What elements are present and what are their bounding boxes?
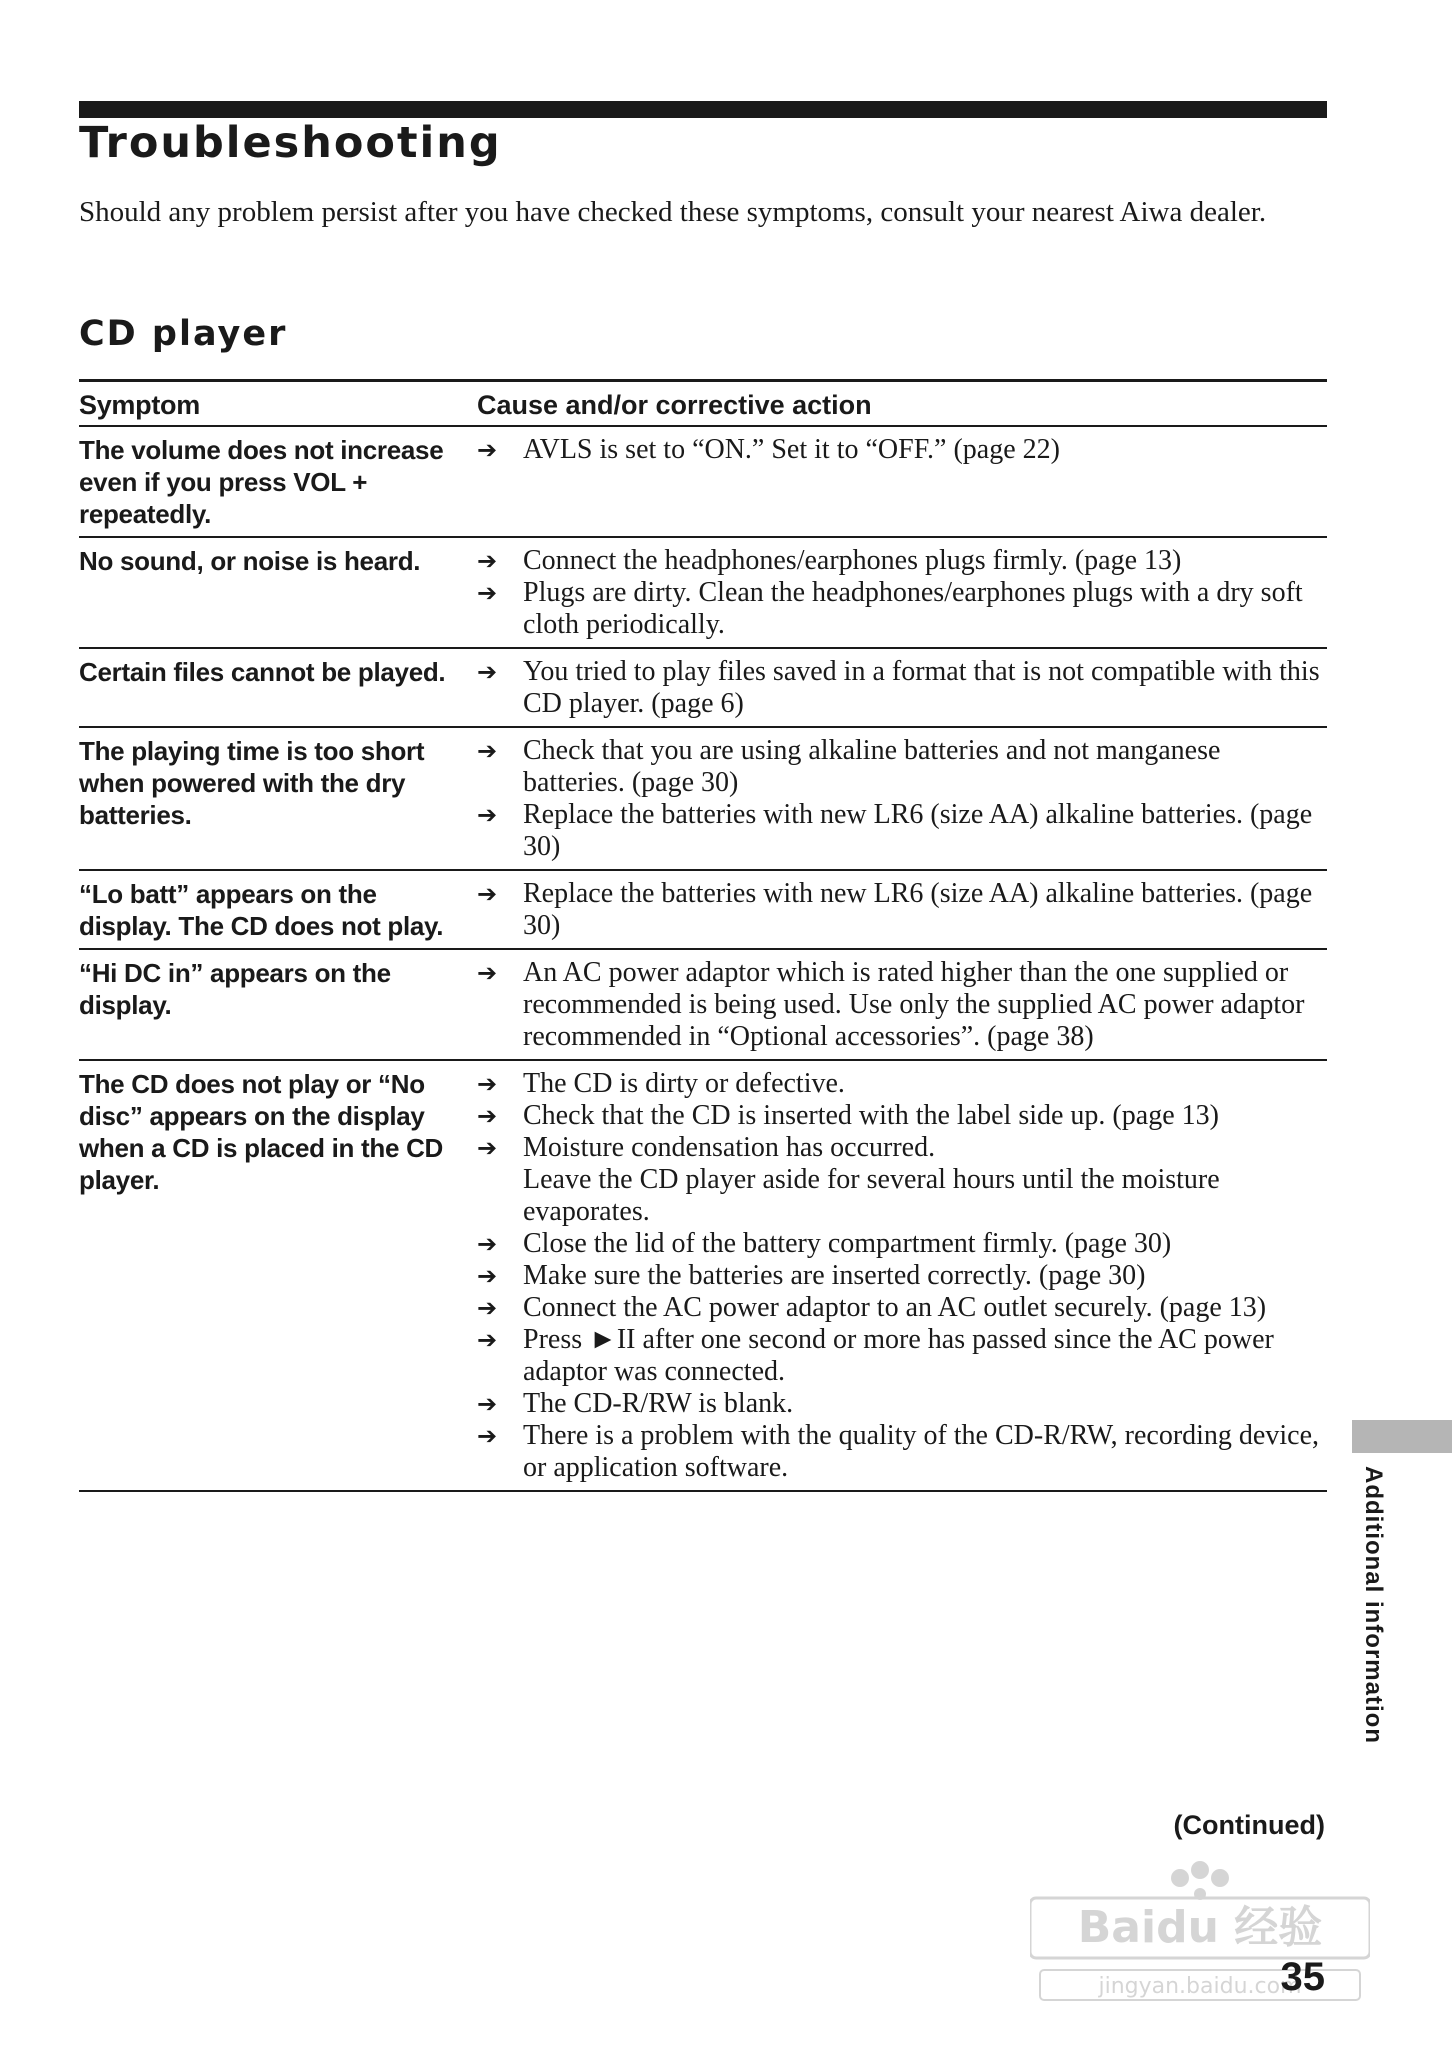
arrow-right-icon: ➔ — [477, 1134, 498, 1162]
action-main-text: You tried to play files saved in a format that is not compatible with this CD player. (page 6) — [523, 656, 1320, 719]
action-main-text: Replace the batteries with new LR6 (size AA) alkaline batteries. (page 30) — [523, 878, 1313, 941]
action-main-text: Replace the batteries with new LR6 (size AA) alkaline batteries. (page 30) — [523, 799, 1313, 862]
action-item — [477, 1100, 1327, 1132]
action-main-text: Check that the CD is inserted with the label side up. (page 13) — [523, 1100, 1219, 1131]
arrow-right-icon: ➔ — [477, 1390, 498, 1418]
action-main-text: Moisture condensation has occurred. — [523, 1132, 936, 1163]
action-text — [523, 1292, 1327, 1324]
section-tab — [1352, 1420, 1452, 1453]
symptom-cell: Certain files cannot be played. — [79, 657, 446, 687]
action-main-text: Close the lid of the battery compartment firmly. (page 30) — [523, 1228, 1172, 1259]
action-main-text: The CD is dirty or defective. — [523, 1068, 845, 1099]
action-cell — [477, 1068, 1327, 1484]
action-text — [523, 799, 1327, 863]
arrow-right-icon: ➔ — [477, 579, 498, 607]
action-cell — [477, 735, 1327, 863]
action-item — [477, 1228, 1327, 1260]
action-item — [477, 577, 1327, 641]
action-item — [477, 1292, 1327, 1324]
action-cell — [477, 656, 1327, 720]
action-text — [523, 878, 1327, 942]
arrow-right-icon: ➔ — [477, 880, 498, 908]
action-text — [523, 1100, 1327, 1132]
arrow-right-icon: ➔ — [477, 959, 498, 987]
action-text — [523, 1324, 1327, 1388]
table-row — [79, 950, 1327, 1061]
action-item — [477, 656, 1327, 720]
continued-label: (Continued) — [1173, 1810, 1325, 1840]
action-item — [477, 735, 1327, 799]
action-text — [523, 434, 1327, 466]
page-number: 35 — [1280, 1955, 1325, 1999]
action-main-text: Connect the AC power adaptor to an AC outlet securely. (page 13) — [523, 1292, 1267, 1323]
title-rule — [79, 101, 1327, 118]
troubleshooting-table — [79, 379, 1327, 1492]
action-item — [477, 799, 1327, 863]
action-main-text: The CD-R/RW is blank. — [523, 1388, 794, 1419]
watermark-brand: Baidu 经验 — [1077, 1902, 1323, 1953]
action-main-text: Press ►II after one second or more has passed since the AC power adaptor was connected. — [523, 1324, 1274, 1387]
intro-paragraph: Should any problem persist after you have checked these symptoms, consult your nearest Aiwa dealer. — [79, 196, 1267, 228]
table-row — [79, 538, 1327, 649]
table-row — [79, 427, 1327, 538]
action-text — [523, 1228, 1327, 1260]
action-cell — [477, 434, 1327, 530]
action-text — [523, 1260, 1327, 1292]
arrow-right-icon: ➔ — [477, 1230, 498, 1258]
watermark-url: jingyan.baidu.com — [1098, 1974, 1302, 1999]
action-item — [477, 1420, 1327, 1484]
arrow-right-icon: ➔ — [477, 801, 498, 829]
table-row — [79, 728, 1327, 871]
symptom-cell: The volume does not increase even if you press VOL + repeatedly. — [79, 435, 444, 529]
action-item — [477, 1068, 1327, 1100]
symptom-cell: “Lo batt” appears on the display. The CD does not play. — [79, 879, 444, 941]
table-row — [79, 649, 1327, 728]
action-cell — [477, 878, 1327, 942]
action-item — [477, 1324, 1327, 1388]
arrow-right-icon: ➔ — [477, 1070, 498, 1098]
table-row — [79, 871, 1327, 950]
action-main-text: Connect the headphones/earphones plugs firmly. (page 13) — [523, 545, 1182, 576]
arrow-right-icon: ➔ — [477, 658, 498, 686]
action-main-text: Check that you are using alkaline batteries and not manganese batteries. (page 30) — [523, 735, 1221, 798]
action-text — [523, 1068, 1327, 1100]
arrow-right-icon: ➔ — [477, 547, 498, 575]
arrow-right-icon: ➔ — [477, 1294, 498, 1322]
action-item — [477, 545, 1327, 577]
action-text — [523, 577, 1327, 641]
arrow-right-icon: ➔ — [477, 737, 498, 765]
symptom-cell: The CD does not play or “No disc” appears on the display when a CD is placed in the CD player. — [79, 1069, 444, 1195]
action-text — [523, 1420, 1327, 1484]
action-main-text: AVLS is set to “ON.” Set it to “OFF.” (page 22) — [523, 434, 1060, 465]
action-text — [523, 957, 1327, 1053]
action-item — [477, 878, 1327, 942]
section-tab-label: Additional information — [1360, 1466, 1387, 1744]
action-text — [523, 1132, 1327, 1228]
action-main-text: Plugs are dirty. Clean the headphones/earphones plugs with a dry soft cloth periodically. — [523, 577, 1303, 640]
symptom-cell: The playing time is too short when powered with the dry batteries. — [79, 736, 425, 830]
action-item — [477, 957, 1327, 1053]
table-header-row — [79, 382, 1327, 427]
section-title: CD player — [79, 314, 288, 354]
arrow-right-icon: ➔ — [477, 1102, 498, 1130]
table-body — [79, 427, 1327, 1492]
action-sub-text: Leave the CD player aside for several hours until the moisture evaporates. — [523, 1164, 1220, 1227]
action-item — [477, 1132, 1327, 1228]
action-main-text: An AC power adaptor which is rated higher than the one supplied or recommended is being used. Use only the supplied AC power adaptor recommended in “Optional accessories”. (page 38) — [523, 957, 1305, 1052]
action-item — [477, 1388, 1327, 1420]
action-item — [477, 1260, 1327, 1292]
action-item — [477, 434, 1327, 466]
action-text — [523, 656, 1327, 720]
symptom-cell: “Hi DC in” appears on the display. — [79, 958, 391, 1020]
table-row — [79, 1061, 1327, 1492]
page-title: Troubleshooting — [79, 118, 502, 168]
action-main-text: Make sure the batteries are inserted correctly. (page 30) — [523, 1260, 1146, 1291]
action-main-text: There is a problem with the quality of the CD-R/RW, recording device, or application software. — [523, 1420, 1319, 1483]
symptom-cell: No sound, or noise is heard. — [79, 546, 421, 576]
action-text — [523, 735, 1327, 799]
arrow-right-icon: ➔ — [477, 436, 498, 464]
arrow-right-icon: ➔ — [477, 1262, 498, 1290]
action-cell — [477, 957, 1327, 1053]
action-column-header: Cause and/or corrective action — [477, 390, 872, 420]
action-text — [523, 545, 1327, 577]
arrow-right-icon: ➔ — [477, 1422, 498, 1450]
action-text — [523, 1388, 1327, 1420]
symptom-column-header: Symptom — [79, 390, 200, 420]
arrow-right-icon: ➔ — [477, 1326, 498, 1354]
action-cell — [477, 545, 1327, 641]
